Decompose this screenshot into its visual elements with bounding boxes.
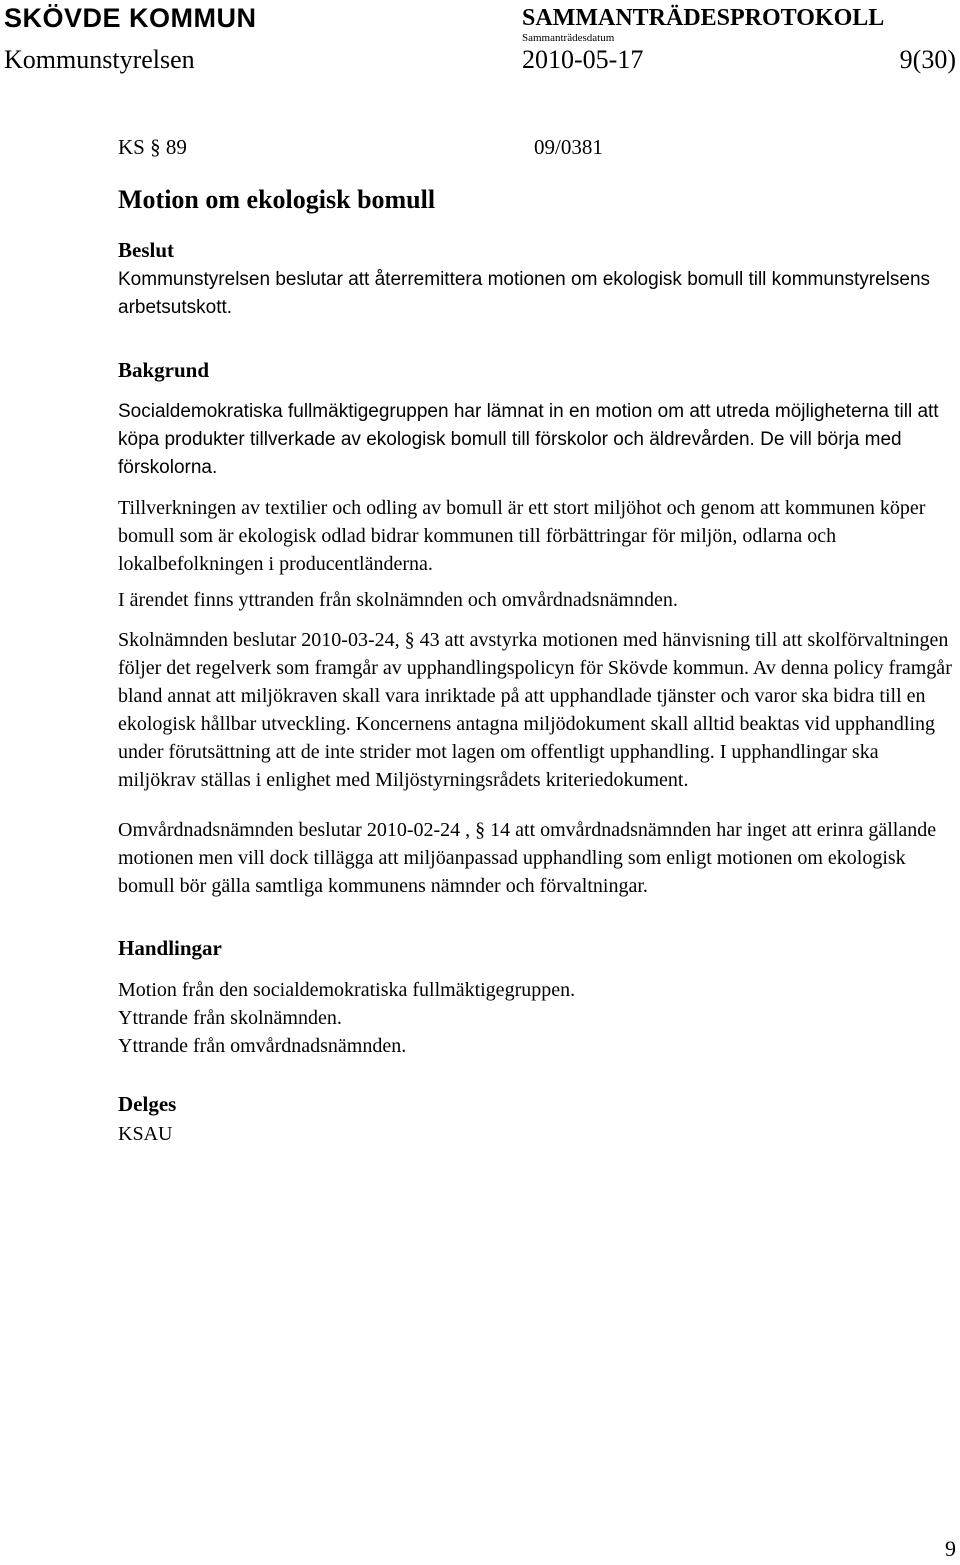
date-label: Sammanträdesdatum: [522, 32, 615, 44]
paragraph-number: KS § 89: [118, 135, 187, 159]
page-number: 9: [945, 1536, 956, 1561]
beslut-heading: Beslut: [118, 238, 175, 262]
handlingar-list: [118, 976, 954, 1060]
document-type: SAMMANTRÄDESPROTOKOLL: [522, 5, 885, 31]
handling-item: Yttrande från omvårdnadsnämnden.: [118, 1035, 407, 1057]
case-number: 09/0381: [534, 135, 603, 159]
delges-heading: Delges: [118, 1092, 177, 1116]
handling-item: Yttrande från skolnämnden.: [118, 1007, 342, 1029]
bakgrund-heading: Bakgrund: [118, 358, 210, 382]
protocol-item: [118, 132, 954, 1148]
item-reference: [118, 132, 954, 162]
bakgrund-paragraph-2: Tillverkningen av textilier och odling av bomull är ett stort miljöhot och genom att kommunen köper bomull som är ekologisk odlad bidrar kommunen till förbättringar för miljön, odlarna och lokalbefolkningen i producentländerna.: [118, 497, 926, 575]
bakgrund-paragraph-1: Socialdemokratiska fullmäktigegruppen har lämnat in en motion om att utreda möjligheterna till att köpa produkter tillverkade av ekologisk bomull till förskolor och äldrevården. De vill börja med förskolorna.: [118, 401, 939, 478]
meeting-date: 2010-05-17: [522, 45, 644, 74]
beslut-text: Kommunstyrelsen beslutar att återremittera motionen om ekologisk bomull till kommunstyrelsens arbetsutskott.: [118, 269, 931, 318]
handlingar-heading: Handlingar: [118, 936, 222, 960]
omvardnadsnamnden-paragraph: Omvårdnadsnämnden beslutar 2010-02-24 , § 14 att omvårdnadsnämnden har inget att erinra gällande motionen men vill dock tillägga att miljöanpassad upphandling som enligt motionen om ekologisk bomull bör gälla samtliga kommunens nämnder och förvaltningar.: [118, 819, 937, 897]
handling-item: Motion från den socialdemokratiska fullmäktigegruppen.: [118, 979, 576, 1001]
delges-recipient: KSAU: [118, 1123, 173, 1145]
organization-name: Kommunstyrelsen: [4, 45, 195, 74]
item-title: Motion om ekologisk bomull: [118, 185, 436, 214]
bakgrund-paragraph-3: I ärendet finns yttranden från skolnämnden och omvårdnadsnämnden.: [118, 589, 678, 611]
page-reference: 9(30): [899, 45, 956, 74]
logo-text: SKÖVDE KOMMUN: [4, 3, 257, 33]
skolnamnden-paragraph: Skolnämnden beslutar 2010-03-24, § 43 att avstyrka motionen med hänvisning till att skolförvaltningen följer det regelverk som framgår av upphandlingspolicyn för Skövde kommun. Av denna policy framgår bland annat att miljökraven skall vara inriktade på att upphandlade tjänster och varor ska bidra till en ekologisk hållbar utveckling. Koncernens antagna miljödokument skall alltid beaktas vid upphandling under förutsättning att de inte strider mot lagen om offentligt upphandling. I upphandlingar ska miljökrav ställas i enlighet med Miljöstyrningsrådets kriteriedokument.: [118, 629, 952, 791]
